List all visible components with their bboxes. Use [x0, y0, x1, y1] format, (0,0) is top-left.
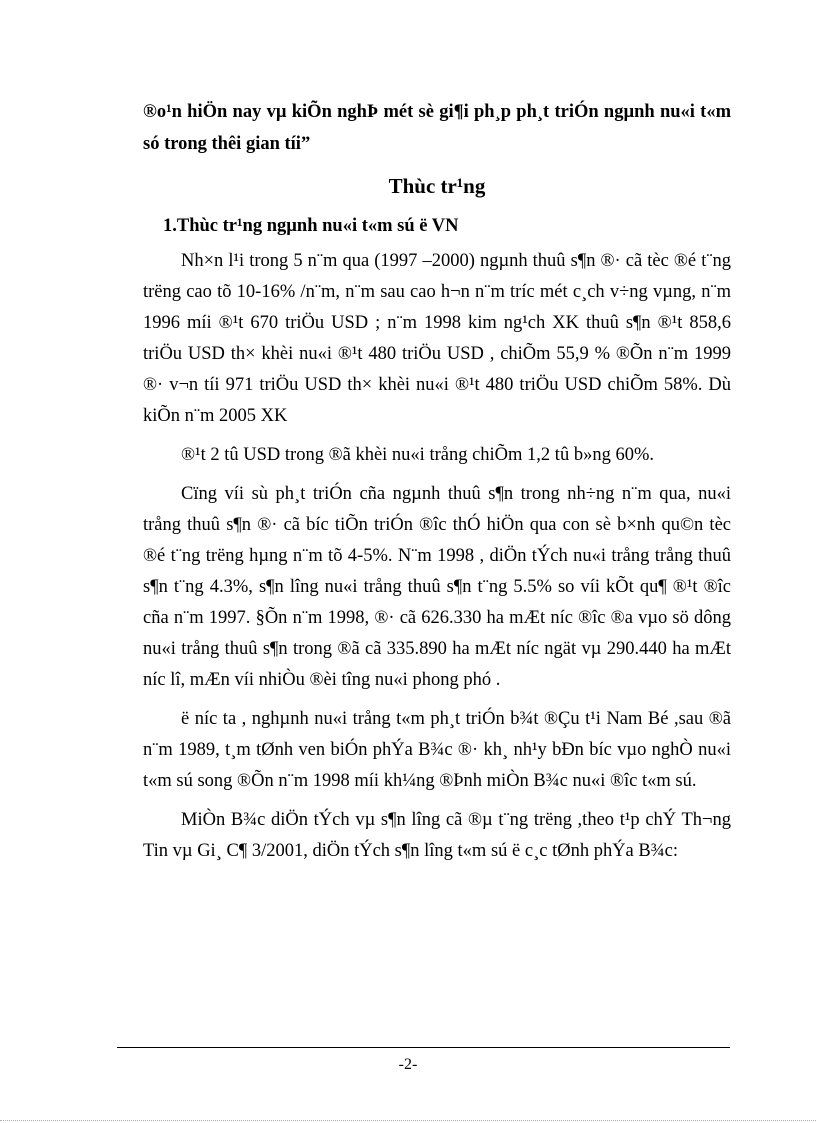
intro-text: ®o¹n hiÖn nay vµ kiÕn nghÞ mét sè gi¶i ph¸p ph¸t triÓn ngµnh nu«i t«m só trong thêi gian tíi”	[143, 102, 731, 154]
paragraph: Cïng víi sù ph¸t triÓn cña ngµnh thuû s¶n trong nh÷ng n¨m qua, nu«i trång thuû s¶n ®· cã bíc tiÕn triÓn ®îc thÓ hiÖn qua con sè b×nh qu©n tèc ®é t¨ng trëng hµng n¨m tõ 4-5%. N¨m 1998 , diÖn tÝch nu«i trång trång thuû s¶n t¨ng 4.3%, s¶n lîng nu«i trång thuû s¶n t¨ng 5.5% so víi kÕt qu¶ ®¹t ®îc cña n¨m 1997. §Õn n¨m 1998, ®· cã 626.330 ha mÆt níc ®îc ®a vµo sö dông nu«i trång thuû s¶n trong ®ã cã 335.890 ha mÆt níc ngät vµ 290.440 ha mÆt níc lî, mÆn víi nhiÒu ®èi tîng nu«i phong phó .	[143, 484, 731, 690]
page-break-line	[0, 1120, 816, 1121]
paragraph: ë níc ta , nghµnh nu«i trång t«m ph¸t triÓn b¾t ®Çu t¹i Nam Bé ,sau ®ã n¨m 1989, t¸m tØnh ven biÓn phÝa B¾c ®· kh¸ nh¹y bÐn bíc vµo nghÒ nu«i t«m sú song ®Õn n¨m 1998 míi kh¼ng ®Þnh miÒn B¾c nu«i ®îc t«m sú.	[143, 709, 731, 791]
page-number: -2-	[398, 1056, 418, 1073]
paragraph: Nh×n l¹i trong 5 n¨m qua (1997 –2000) ngµnh thuû s¶n ®· cã tèc ®é t¨ng trëng cao tõ 10-16% /n¨m, n¨m sau cao h¬n n¨m tríc mét c¸ch v÷ng vµng, n¨m 1996 míi ®¹t 670 triÖu USD ; n¨m 1998 kim ng¹ch XK thuû s¶n ®¹t 858,6 triÖu USD th× khèi nu«i ®¹t 480 triÖu USD , chiÕm 55,9 % ®Õn n¨m 1999 ®· v¬n tíi 971 triÖu USD th× khèi nu«i ®¹t 480 triÖu USD chiÕm 58%. Dù kiÕn n¨m 2005 XK	[143, 251, 731, 426]
paragraph: ®¹t 2 tû USD trong ®ã khèi nu«i trång chiÕm 1,2 tû b»ng 60%.	[181, 445, 654, 465]
footer-divider	[117, 1047, 730, 1048]
page-content	[143, 96, 731, 875]
section-title: Thùc tr¹ng	[388, 174, 486, 198]
subheading: 1.Thùc tr¹ng ngµnh nu«i t«m sú ë VN	[163, 216, 459, 236]
paragraph: MiÒn B¾c diÖn tÝch vµ s¶n lîng cã ®µ t¨ng trëng ,theo t¹p chÝ Th¬ng Tin vµ Gi¸ C¶ 3/2001, diÖn tÝch s¶n lîng t«m sú ë c¸c tØnh phÝa B¾c:	[143, 810, 731, 861]
